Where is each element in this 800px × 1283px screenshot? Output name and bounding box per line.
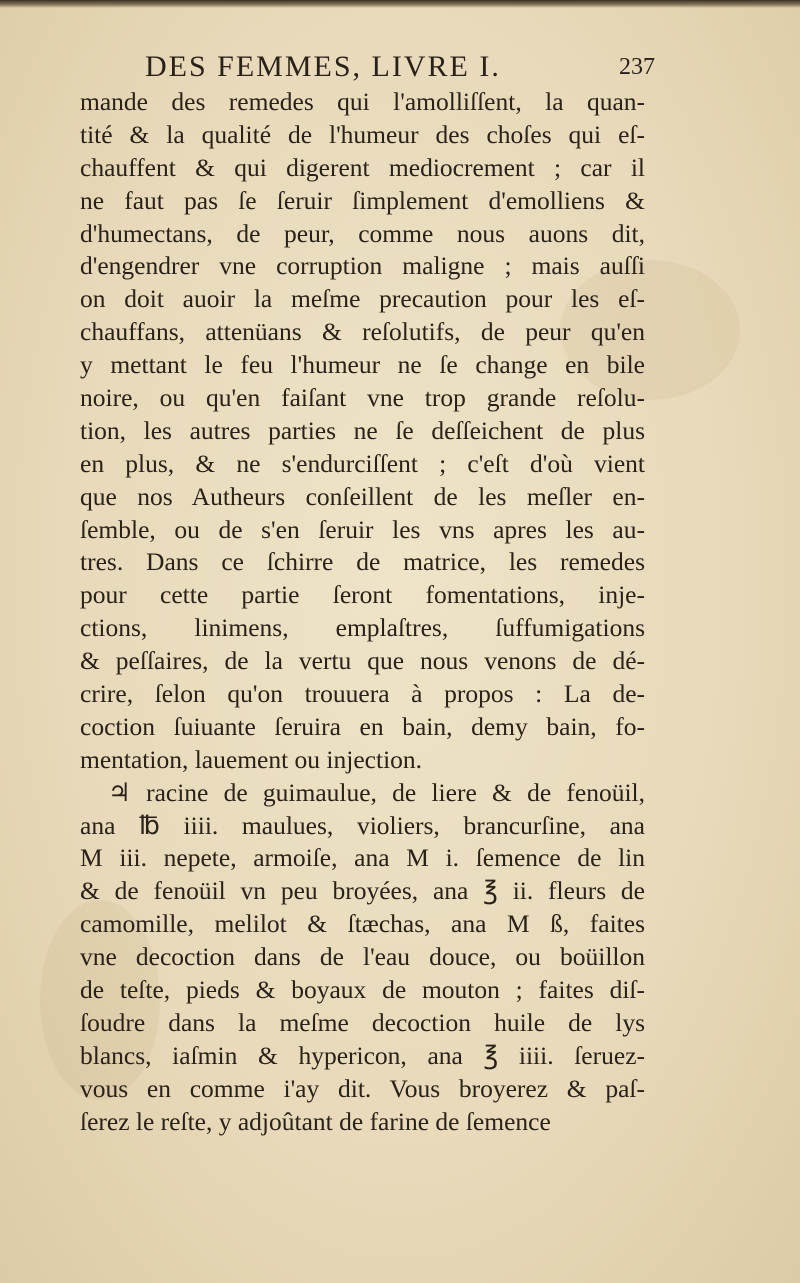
text-line: & de fenoüil vn peu broyées, ana ℥ ii. fleurs de (80, 876, 645, 906)
text-line: ♃ racine de guimaulue, de liere & de fenoüil, (108, 777, 645, 807)
text-line: ana ℔ iiii. maulues, violiers, brancurſine, ana (80, 810, 645, 840)
text-line: ſerez le reſte, y adjoûtant de farine de ſemence (80, 1106, 551, 1136)
text-line: de teſte, pieds & boyaux de mouton ; faites diſ- (80, 975, 645, 1005)
text-line: vous en comme i'ay dit. Vous broyerez & paſ- (80, 1073, 645, 1103)
text-line: d'engendrer vne corruption maligne ; mais auſſi (80, 251, 645, 281)
text-line: ſoudre dans la meſme decoction huile de lys (80, 1007, 645, 1037)
text-line: & peſſaires, de la vertu que nous venons de dé- (80, 646, 645, 676)
text-line: que nos Autheurs conſeillent de les meſler en- (80, 481, 645, 511)
text-line: tres. Dans ce ſchirre de matrice, les remedes (80, 547, 645, 577)
text-line: vne decoction dans de l'eau douce, ou boüillon (80, 942, 645, 972)
text-line: ne faut pas ſe ſeruir ſimplement d'emolliens & (80, 185, 645, 215)
text-line: ctions, linimens, emplaſtres, ſuffumigations (80, 613, 645, 643)
text-line: d'humectans, de peur, comme nous auons dit, (80, 218, 645, 248)
text-line: ſemble, ou de s'en ſeruir les vns apres les au- (80, 514, 645, 544)
page-top-edge (0, 0, 800, 8)
text-line: en plus, & ne s'endurciſſent ; c'eſt d'où vient (80, 448, 645, 478)
text-line: mentation, lauement ou injection. (80, 744, 423, 774)
text-line: camomille, melilot & ſtæchas, ana M ß, faites (80, 909, 645, 939)
text-line: chauffent & qui digerent mediocrement ; car il (80, 152, 645, 182)
text-line: tité & la qualité de l'humeur des choſes qui eſ- (80, 119, 645, 149)
page-number: 237 (619, 54, 655, 80)
text-line: on doit auoir la meſme precaution pour les eſ- (80, 284, 645, 314)
body-text (80, 86, 645, 1139)
running-head: DES FEMMES, LIVRE I. (145, 50, 501, 83)
text-line: coction ſuiuante ſeruira en bain, demy bain, fo- (80, 711, 645, 741)
text-line: y mettant le feu l'humeur ne ſe change en bile (80, 350, 645, 380)
text-line: M iii. nepete, armoiſe, ana M i. ſemence de lin (80, 843, 645, 873)
text-line: crire, ſelon qu'on trouuera à propos : La de- (80, 679, 645, 709)
text-line: noire, ou qu'en faiſant vne trop grande reſolu- (80, 383, 645, 413)
text-line: pour cette partie ſeront fomentations, inje- (80, 580, 645, 610)
text-line: blancs, iaſmin & hypericon, ana ℥ iiii. ſeruez- (80, 1040, 645, 1070)
page-header (145, 50, 655, 90)
text-line: chauffans, attenüans & reſolutifs, de peur qu'en (80, 317, 645, 347)
text-line: tion, les autres parties ne ſe deſſeichent de plus (80, 415, 645, 445)
text-line: mande des remedes qui l'amolliſſent, la quan- (80, 87, 645, 116)
